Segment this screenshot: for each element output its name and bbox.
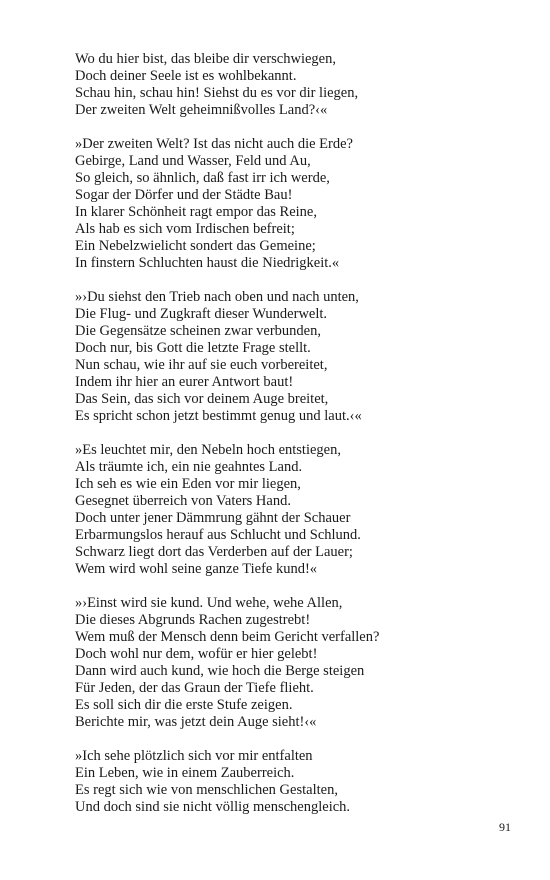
poem-line: Schau hin, schau hin! Siehst du es vor dir liegen,: [75, 85, 359, 101]
stanza-3: [75, 289, 515, 425]
poem-text: [75, 51, 515, 833]
poem-line: Wo du hier bist, das bleibe dir verschwiegen,: [75, 51, 336, 67]
poem-line: Das Sein, das sich vor deinem Auge breitet,: [75, 391, 329, 407]
stanza-2: [75, 136, 515, 272]
poem-line: Die Gegensätze scheinen zwar verbunden,: [75, 323, 321, 339]
poem-line: Und doch sind sie nicht völlig menschengleich.: [75, 799, 351, 815]
poem-line: Indem ihr hier an eurer Antwort baut!: [75, 374, 294, 390]
poem-line: Es regt sich wie von menschlichen Gestalten,: [75, 782, 338, 798]
poem-line: Es soll sich dir die erste Stufe zeigen.: [75, 697, 293, 713]
poem-line: Erbarmungslos herauf aus Schlucht und Schlund.: [75, 527, 361, 543]
stanza-6: [75, 748, 515, 816]
poem-line: Nun schau, wie ihr auf sie euch vorbereitet,: [75, 357, 328, 373]
poem-line: »Es leuchtet mir, den Nebeln hoch entstiegen,: [75, 442, 341, 458]
poem-line: »Ich sehe plötzlich sich vor mir entfalten: [75, 748, 313, 764]
poem-line: Wem wird wohl seine ganze Tiefe kund!«: [75, 561, 318, 577]
poem-line: Doch deiner Seele ist es wohlbekannt.: [75, 68, 297, 84]
poem-line: Sogar der Dörfer und der Städte Bau!: [75, 187, 293, 203]
poem-line: Ein Nebelzwielicht sondert das Gemeine;: [75, 238, 316, 254]
stanza-1: [75, 51, 515, 119]
poem-line: Schwarz liegt dort das Verderben auf der Lauer;: [75, 544, 353, 560]
poem-line: Doch wohl nur dem, wofür er hier gelebt!: [75, 646, 318, 662]
poem-line: »›Einst wird sie kund. Und wehe, wehe Allen,: [75, 595, 343, 611]
poem-line: Doch nur, bis Gott die letzte Frage stellt.: [75, 340, 311, 356]
poem-line: Ein Leben, wie in einem Zauberreich.: [75, 765, 295, 781]
poem-line: Gesegnet überreich von Vaters Hand.: [75, 493, 291, 509]
stanza-5: [75, 595, 515, 731]
poem-line: Der zweiten Welt geheimnißvolles Land?‹«: [75, 102, 328, 118]
poem-line: Die Flug- und Zugkraft dieser Wunderwelt.: [75, 306, 328, 322]
poem-line: Dann wird auch kund, wie hoch die Berge steigen: [75, 663, 365, 679]
poem-line: Als hab es sich vom Irdischen befreit;: [75, 221, 295, 237]
poem-line: Wem muß der Mensch denn beim Gericht verfallen?: [75, 629, 380, 645]
poem-line: Die dieses Abgrunds Rachen zugestrebt!: [75, 612, 311, 628]
poem-line: Doch unter jener Dämmrung gähnt der Schauer: [75, 510, 351, 526]
page-number: 91: [499, 820, 511, 834]
poem-line: »›Du siehst den Trieb nach oben und nach unten,: [75, 289, 359, 305]
poem-line: Für Jeden, der das Graun der Tiefe flieht.: [75, 680, 314, 696]
stanza-4: [75, 442, 515, 578]
poem-line: In finstern Schluchten haust die Niedrigkeit.«: [75, 255, 340, 271]
poem-line: So gleich, so ähnlich, daß fast irr ich werde,: [75, 170, 330, 186]
poem-line: Gebirge, Land und Wasser, Feld und Au,: [75, 153, 311, 169]
poem-line: Berichte mir, was jetzt dein Auge sieht!‹«: [75, 714, 317, 730]
poem-line: »Der zweiten Welt? Ist das nicht auch die Erde?: [75, 136, 353, 152]
poem-line: Als träumte ich, ein nie geahntes Land.: [75, 459, 303, 475]
poem-line: Ich seh es wie ein Eden vor mir liegen,: [75, 476, 301, 492]
poem-line: In klarer Schönheit ragt empor das Reine,: [75, 204, 317, 220]
poem-line: Es spricht schon jetzt bestimmt genug und laut.‹«: [75, 408, 362, 424]
